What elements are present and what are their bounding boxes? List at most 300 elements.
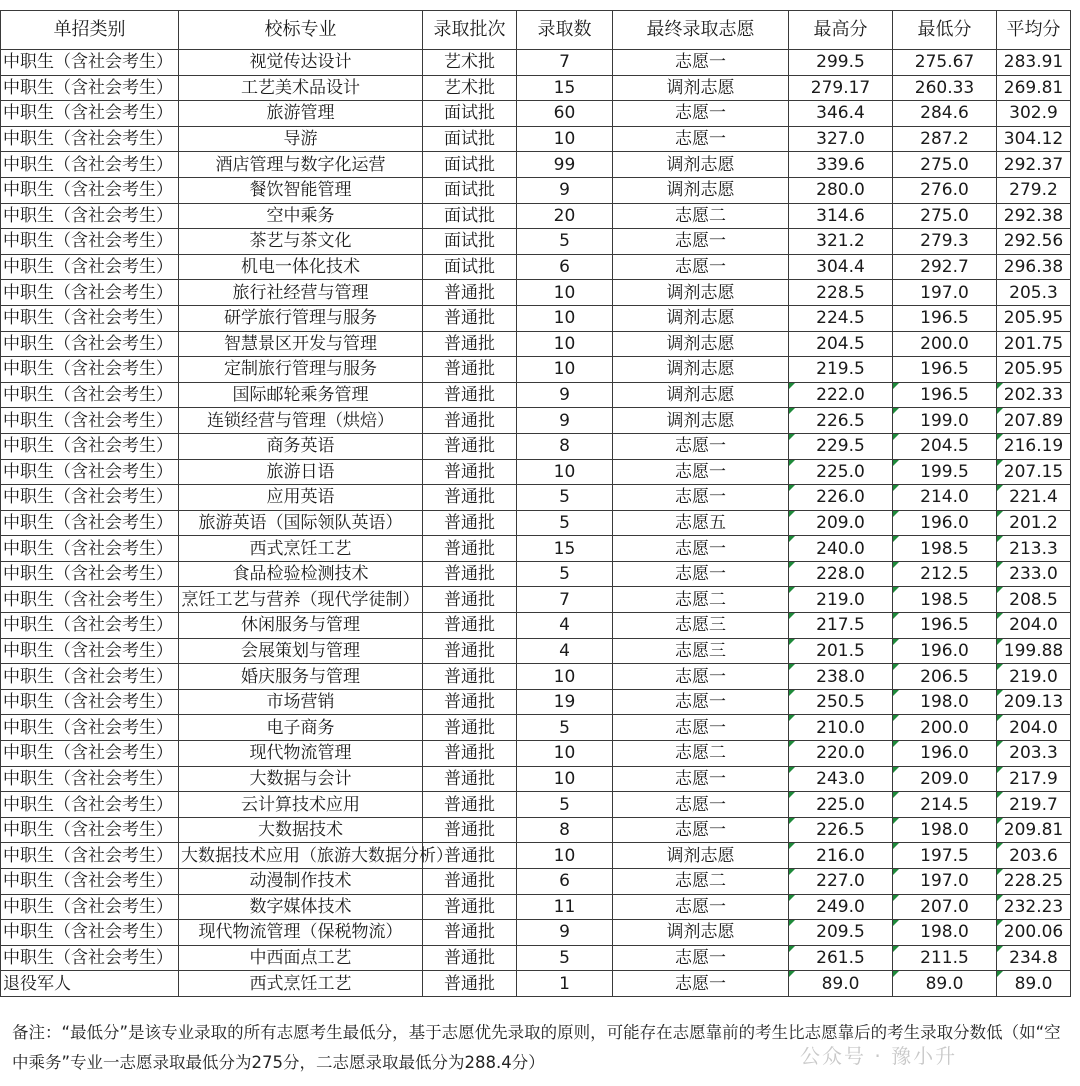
batch-cell: 艺术批 xyxy=(423,75,517,101)
max-score-cell: 227.0 xyxy=(789,869,893,895)
avg-score-cell: 213.3 xyxy=(997,536,1071,562)
avg-score-cell: 207.15 xyxy=(997,459,1071,485)
category-cell: 中职生（含社会考生） xyxy=(1,280,179,306)
table-row xyxy=(1,664,1071,690)
max-score-cell: 209.5 xyxy=(789,920,893,946)
count-cell: 9 xyxy=(517,920,613,946)
major-cell: 市场营销 xyxy=(179,689,423,715)
final-choice-cell: 志愿一 xyxy=(613,792,789,818)
category-cell: 中职生（含社会考生） xyxy=(1,766,179,792)
min-score-cell: 284.6 xyxy=(893,101,997,127)
avg-score-cell: 208.5 xyxy=(997,587,1071,613)
category-cell: 中职生（含社会考生） xyxy=(1,510,179,536)
avg-score-cell: 302.9 xyxy=(997,101,1071,127)
category-cell: 中职生（含社会考生） xyxy=(1,485,179,511)
batch-cell: 普通批 xyxy=(423,587,517,613)
table-row xyxy=(1,536,1071,562)
min-score-cell: 275.0 xyxy=(893,152,997,178)
min-score-cell: 276.0 xyxy=(893,177,997,203)
count-cell: 5 xyxy=(517,485,613,511)
max-score-cell: 219.0 xyxy=(789,587,893,613)
avg-score-cell: 283.91 xyxy=(997,50,1071,76)
min-score-cell: 196.0 xyxy=(893,638,997,664)
max-score-cell: 339.6 xyxy=(789,152,893,178)
avg-score-cell: 292.56 xyxy=(997,229,1071,255)
min-score-cell: 279.3 xyxy=(893,229,997,255)
min-score-cell: 198.0 xyxy=(893,920,997,946)
avg-score-cell: 204.0 xyxy=(997,715,1071,741)
final-choice-cell: 志愿一 xyxy=(613,817,789,843)
final-choice-cell: 调剂志愿 xyxy=(613,305,789,331)
footnote: 备注：“最低分”是该专业录取的所有志愿考生最低分，基于志愿优先录取的原则，可能存在志愿靠前的考生比志愿靠后的考生录取分数低（如“空中乘务”专业一志愿录取最低分为275分，二志愿录取最低分为288.4分） xyxy=(12,1023,1061,1072)
min-score-cell: 199.5 xyxy=(893,459,997,485)
batch-cell: 面试批 xyxy=(423,126,517,152)
category-cell: 中职生（含社会考生） xyxy=(1,536,179,562)
count-cell: 5 xyxy=(517,561,613,587)
header-category: 单招类别 xyxy=(1,11,179,50)
avg-score-cell: 269.81 xyxy=(997,75,1071,101)
table-row xyxy=(1,792,1071,818)
max-score-cell: 222.0 xyxy=(789,382,893,408)
final-choice-cell: 志愿二 xyxy=(613,741,789,767)
min-score-cell: 292.7 xyxy=(893,254,997,280)
table-row xyxy=(1,357,1071,383)
table-row xyxy=(1,638,1071,664)
max-score-cell: 299.5 xyxy=(789,50,893,76)
count-cell: 9 xyxy=(517,177,613,203)
final-choice-cell: 调剂志愿 xyxy=(613,408,789,434)
batch-cell: 普通批 xyxy=(423,408,517,434)
count-cell: 5 xyxy=(517,229,613,255)
final-choice-cell: 调剂志愿 xyxy=(613,843,789,869)
count-cell: 6 xyxy=(517,869,613,895)
category-cell: 中职生（含社会考生） xyxy=(1,254,179,280)
admission-table xyxy=(0,10,1071,997)
category-cell: 退役军人 xyxy=(1,971,179,997)
final-choice-cell: 志愿一 xyxy=(613,485,789,511)
header-batch: 录取批次 xyxy=(423,11,517,50)
header-count: 录取数 xyxy=(517,11,613,50)
count-cell: 10 xyxy=(517,459,613,485)
avg-score-cell: 234.8 xyxy=(997,945,1071,971)
batch-cell: 面试批 xyxy=(423,152,517,178)
table-row xyxy=(1,408,1071,434)
major-cell: 中西面点工艺 xyxy=(179,945,423,971)
avg-score-cell: 203.6 xyxy=(997,843,1071,869)
table-row xyxy=(1,280,1071,306)
batch-cell: 普通批 xyxy=(423,843,517,869)
table-row xyxy=(1,869,1071,895)
max-score-cell: 250.5 xyxy=(789,689,893,715)
category-cell: 中职生（含社会考生） xyxy=(1,50,179,76)
avg-score-cell: 209.81 xyxy=(997,817,1071,843)
min-score-cell: 196.0 xyxy=(893,510,997,536)
major-cell: 视觉传达设计 xyxy=(179,50,423,76)
count-cell: 20 xyxy=(517,203,613,229)
batch-cell: 普通批 xyxy=(423,817,517,843)
category-cell: 中职生（含社会考生） xyxy=(1,741,179,767)
major-cell: 西式烹饪工艺 xyxy=(179,971,423,997)
final-choice-cell: 志愿一 xyxy=(613,715,789,741)
category-cell: 中职生（含社会考生） xyxy=(1,305,179,331)
major-cell: 旅游英语（国际领队英语） xyxy=(179,510,423,536)
table-body xyxy=(1,50,1071,997)
batch-cell: 普通批 xyxy=(423,459,517,485)
avg-score-cell: 201.75 xyxy=(997,331,1071,357)
header-avg-score: 平均分 xyxy=(997,11,1071,50)
batch-cell: 普通批 xyxy=(423,536,517,562)
table-row xyxy=(1,459,1071,485)
avg-score-cell: 232.23 xyxy=(997,894,1071,920)
table-row xyxy=(1,126,1071,152)
header-max-score: 最高分 xyxy=(789,11,893,50)
table-row xyxy=(1,433,1071,459)
major-cell: 导游 xyxy=(179,126,423,152)
final-choice-cell: 志愿二 xyxy=(613,869,789,895)
avg-score-cell: 296.38 xyxy=(997,254,1071,280)
final-choice-cell: 调剂志愿 xyxy=(613,177,789,203)
final-choice-cell: 调剂志愿 xyxy=(613,382,789,408)
category-cell: 中职生（含社会考生） xyxy=(1,101,179,127)
major-cell: 数字媒体技术 xyxy=(179,894,423,920)
table-row xyxy=(1,587,1071,613)
major-cell: 空中乘务 xyxy=(179,203,423,229)
category-cell: 中职生（含社会考生） xyxy=(1,869,179,895)
final-choice-cell: 志愿一 xyxy=(613,459,789,485)
table-row xyxy=(1,715,1071,741)
avg-score-cell: 219.0 xyxy=(997,664,1071,690)
final-choice-cell: 调剂志愿 xyxy=(613,280,789,306)
major-cell: 云计算技术应用 xyxy=(179,792,423,818)
final-choice-cell: 调剂志愿 xyxy=(613,152,789,178)
table-row xyxy=(1,382,1071,408)
count-cell: 15 xyxy=(517,75,613,101)
category-cell: 中职生（含社会考生） xyxy=(1,229,179,255)
avg-score-cell: 203.3 xyxy=(997,741,1071,767)
final-choice-cell: 志愿一 xyxy=(613,766,789,792)
category-cell: 中职生（含社会考生） xyxy=(1,126,179,152)
category-cell: 中职生（含社会考生） xyxy=(1,177,179,203)
min-score-cell: 196.5 xyxy=(893,357,997,383)
count-cell: 7 xyxy=(517,587,613,613)
max-score-cell: 224.5 xyxy=(789,305,893,331)
batch-cell: 普通批 xyxy=(423,433,517,459)
avg-score-cell: 217.9 xyxy=(997,766,1071,792)
major-cell: 茶艺与茶文化 xyxy=(179,229,423,255)
count-cell: 10 xyxy=(517,766,613,792)
final-choice-cell: 志愿三 xyxy=(613,638,789,664)
min-score-cell: 212.5 xyxy=(893,561,997,587)
count-cell: 15 xyxy=(517,536,613,562)
avg-score-cell: 209.13 xyxy=(997,689,1071,715)
category-cell: 中职生（含社会考生） xyxy=(1,357,179,383)
table-row xyxy=(1,766,1071,792)
max-score-cell: 201.5 xyxy=(789,638,893,664)
batch-cell: 普通批 xyxy=(423,638,517,664)
batch-cell: 普通批 xyxy=(423,280,517,306)
table-row xyxy=(1,50,1071,76)
final-choice-cell: 志愿三 xyxy=(613,613,789,639)
category-cell: 中职生（含社会考生） xyxy=(1,408,179,434)
max-score-cell: 327.0 xyxy=(789,126,893,152)
table-header-row xyxy=(1,11,1071,50)
batch-cell: 面试批 xyxy=(423,177,517,203)
category-cell: 中职生（含社会考生） xyxy=(1,817,179,843)
category-cell: 中职生（含社会考生） xyxy=(1,792,179,818)
min-score-cell: 198.0 xyxy=(893,817,997,843)
min-score-cell: 197.0 xyxy=(893,280,997,306)
batch-cell: 普通批 xyxy=(423,945,517,971)
header-final-choice: 最终录取志愿 xyxy=(613,11,789,50)
max-score-cell: 229.5 xyxy=(789,433,893,459)
avg-score-cell: 292.38 xyxy=(997,203,1071,229)
major-cell: 现代物流管理 xyxy=(179,741,423,767)
count-cell: 11 xyxy=(517,894,613,920)
table-row xyxy=(1,254,1071,280)
batch-cell: 普通批 xyxy=(423,664,517,690)
final-choice-cell: 调剂志愿 xyxy=(613,920,789,946)
min-score-cell: 211.5 xyxy=(893,945,997,971)
final-choice-cell: 志愿一 xyxy=(613,229,789,255)
batch-cell: 普通批 xyxy=(423,561,517,587)
final-choice-cell: 调剂志愿 xyxy=(613,75,789,101)
max-score-cell: 238.0 xyxy=(789,664,893,690)
table-row xyxy=(1,971,1071,997)
avg-score-cell: 219.7 xyxy=(997,792,1071,818)
avg-score-cell: 202.33 xyxy=(997,382,1071,408)
batch-cell: 面试批 xyxy=(423,254,517,280)
avg-score-cell: 233.0 xyxy=(997,561,1071,587)
min-score-cell: 196.0 xyxy=(893,741,997,767)
min-score-cell: 197.5 xyxy=(893,843,997,869)
table-row xyxy=(1,561,1071,587)
batch-cell: 普通批 xyxy=(423,741,517,767)
count-cell: 10 xyxy=(517,126,613,152)
table-row xyxy=(1,920,1071,946)
avg-score-cell: 207.89 xyxy=(997,408,1071,434)
batch-cell: 普通批 xyxy=(423,715,517,741)
major-cell: 现代物流管理（保税物流） xyxy=(179,920,423,946)
major-cell: 工艺美术品设计 xyxy=(179,75,423,101)
max-score-cell: 346.4 xyxy=(789,101,893,127)
final-choice-cell: 志愿一 xyxy=(613,101,789,127)
major-cell: 餐饮智能管理 xyxy=(179,177,423,203)
major-cell: 电子商务 xyxy=(179,715,423,741)
count-cell: 7 xyxy=(517,50,613,76)
major-cell: 大数据技术 xyxy=(179,817,423,843)
table-row xyxy=(1,741,1071,767)
count-cell: 9 xyxy=(517,408,613,434)
major-cell: 旅游管理 xyxy=(179,101,423,127)
major-cell: 酒店管理与数字化运营 xyxy=(179,152,423,178)
min-score-cell: 287.2 xyxy=(893,126,997,152)
final-choice-cell: 志愿一 xyxy=(613,945,789,971)
max-score-cell: 228.0 xyxy=(789,561,893,587)
category-cell: 中职生（含社会考生） xyxy=(1,331,179,357)
table-row xyxy=(1,613,1071,639)
batch-cell: 面试批 xyxy=(423,203,517,229)
major-cell: 智慧景区开发与管理 xyxy=(179,331,423,357)
avg-score-cell: 199.88 xyxy=(997,638,1071,664)
header-min-score: 最低分 xyxy=(893,11,997,50)
table-row xyxy=(1,152,1071,178)
avg-score-cell: 200.06 xyxy=(997,920,1071,946)
max-score-cell: 279.17 xyxy=(789,75,893,101)
category-cell: 中职生（含社会考生） xyxy=(1,945,179,971)
category-cell: 中职生（含社会考生） xyxy=(1,433,179,459)
min-score-cell: 275.0 xyxy=(893,203,997,229)
batch-cell: 普通批 xyxy=(423,485,517,511)
category-cell: 中职生（含社会考生） xyxy=(1,561,179,587)
max-score-cell: 217.5 xyxy=(789,613,893,639)
count-cell: 6 xyxy=(517,254,613,280)
count-cell: 4 xyxy=(517,638,613,664)
table-row xyxy=(1,689,1071,715)
max-score-cell: 220.0 xyxy=(789,741,893,767)
count-cell: 10 xyxy=(517,357,613,383)
min-score-cell: 197.0 xyxy=(893,869,997,895)
max-score-cell: 226.0 xyxy=(789,485,893,511)
max-score-cell: 249.0 xyxy=(789,894,893,920)
final-choice-cell: 调剂志愿 xyxy=(613,331,789,357)
avg-score-cell: 205.95 xyxy=(997,305,1071,331)
table-row xyxy=(1,817,1071,843)
max-score-cell: 226.5 xyxy=(789,817,893,843)
category-cell: 中职生（含社会考生） xyxy=(1,75,179,101)
batch-cell: 普通批 xyxy=(423,357,517,383)
max-score-cell: 261.5 xyxy=(789,945,893,971)
table-row xyxy=(1,305,1071,331)
final-choice-cell: 志愿一 xyxy=(613,894,789,920)
avg-score-cell: 292.37 xyxy=(997,152,1071,178)
avg-score-cell: 205.95 xyxy=(997,357,1071,383)
max-score-cell: 219.5 xyxy=(789,357,893,383)
final-choice-cell: 志愿一 xyxy=(613,126,789,152)
max-score-cell: 210.0 xyxy=(789,715,893,741)
batch-cell: 普通批 xyxy=(423,766,517,792)
category-cell: 中职生（含社会考生） xyxy=(1,894,179,920)
major-cell: 国际邮轮乘务管理 xyxy=(179,382,423,408)
max-score-cell: 216.0 xyxy=(789,843,893,869)
batch-cell: 普通批 xyxy=(423,792,517,818)
category-cell: 中职生（含社会考生） xyxy=(1,382,179,408)
final-choice-cell: 调剂志愿 xyxy=(613,357,789,383)
category-cell: 中职生（含社会考生） xyxy=(1,459,179,485)
table-row xyxy=(1,894,1071,920)
major-cell: 动漫制作技术 xyxy=(179,869,423,895)
avg-score-cell: 228.25 xyxy=(997,869,1071,895)
major-cell: 应用英语 xyxy=(179,485,423,511)
table-row xyxy=(1,229,1071,255)
category-cell: 中职生（含社会考生） xyxy=(1,203,179,229)
max-score-cell: 226.5 xyxy=(789,408,893,434)
avg-score-cell: 205.3 xyxy=(997,280,1071,306)
count-cell: 8 xyxy=(517,817,613,843)
count-cell: 8 xyxy=(517,433,613,459)
batch-cell: 普通批 xyxy=(423,920,517,946)
avg-score-cell: 221.4 xyxy=(997,485,1071,511)
final-choice-cell: 志愿一 xyxy=(613,50,789,76)
table-row xyxy=(1,101,1071,127)
max-score-cell: 321.2 xyxy=(789,229,893,255)
avg-score-cell: 304.12 xyxy=(997,126,1071,152)
count-cell: 19 xyxy=(517,689,613,715)
min-score-cell: 200.0 xyxy=(893,715,997,741)
major-cell: 会展策划与管理 xyxy=(179,638,423,664)
category-cell: 中职生（含社会考生） xyxy=(1,587,179,613)
table-row xyxy=(1,843,1071,869)
count-cell: 99 xyxy=(517,152,613,178)
table-row xyxy=(1,177,1071,203)
count-cell: 5 xyxy=(517,792,613,818)
table-row xyxy=(1,203,1071,229)
count-cell: 10 xyxy=(517,305,613,331)
batch-cell: 普通批 xyxy=(423,869,517,895)
category-cell: 中职生（含社会考生） xyxy=(1,843,179,869)
avg-score-cell: 89.0 xyxy=(997,971,1071,997)
max-score-cell: 304.4 xyxy=(789,254,893,280)
major-cell: 旅行社经营与管理 xyxy=(179,280,423,306)
batch-cell: 普通批 xyxy=(423,894,517,920)
min-score-cell: 207.0 xyxy=(893,894,997,920)
batch-cell: 普通批 xyxy=(423,689,517,715)
category-cell: 中职生（含社会考生） xyxy=(1,715,179,741)
batch-cell: 普通批 xyxy=(423,510,517,536)
table-row xyxy=(1,485,1071,511)
category-cell: 中职生（含社会考生） xyxy=(1,638,179,664)
final-choice-cell: 志愿一 xyxy=(613,536,789,562)
major-cell: 休闲服务与管理 xyxy=(179,613,423,639)
major-cell: 婚庆服务与管理 xyxy=(179,664,423,690)
final-choice-cell: 志愿一 xyxy=(613,971,789,997)
batch-cell: 面试批 xyxy=(423,229,517,255)
avg-score-cell: 201.2 xyxy=(997,510,1071,536)
batch-cell: 普通批 xyxy=(423,331,517,357)
final-choice-cell: 志愿二 xyxy=(613,587,789,613)
final-choice-cell: 志愿五 xyxy=(613,510,789,536)
final-choice-cell: 志愿一 xyxy=(613,561,789,587)
min-score-cell: 199.0 xyxy=(893,408,997,434)
count-cell: 9 xyxy=(517,382,613,408)
table-row xyxy=(1,945,1071,971)
min-score-cell: 89.0 xyxy=(893,971,997,997)
final-choice-cell: 志愿二 xyxy=(613,203,789,229)
count-cell: 10 xyxy=(517,280,613,306)
max-score-cell: 240.0 xyxy=(789,536,893,562)
max-score-cell: 204.5 xyxy=(789,331,893,357)
category-cell: 中职生（含社会考生） xyxy=(1,613,179,639)
batch-cell: 普通批 xyxy=(423,613,517,639)
max-score-cell: 280.0 xyxy=(789,177,893,203)
max-score-cell: 209.0 xyxy=(789,510,893,536)
major-cell: 商务英语 xyxy=(179,433,423,459)
major-cell: 连锁经营与管理（烘焙） xyxy=(179,408,423,434)
min-score-cell: 206.5 xyxy=(893,664,997,690)
batch-cell: 艺术批 xyxy=(423,50,517,76)
count-cell: 5 xyxy=(517,945,613,971)
count-cell: 1 xyxy=(517,971,613,997)
category-cell: 中职生（含社会考生） xyxy=(1,920,179,946)
min-score-cell: 196.5 xyxy=(893,382,997,408)
batch-cell: 普通批 xyxy=(423,305,517,331)
min-score-cell: 200.0 xyxy=(893,331,997,357)
count-cell: 5 xyxy=(517,510,613,536)
count-cell: 60 xyxy=(517,101,613,127)
final-choice-cell: 志愿一 xyxy=(613,254,789,280)
major-cell: 机电一体化技术 xyxy=(179,254,423,280)
count-cell: 10 xyxy=(517,741,613,767)
avg-score-cell: 279.2 xyxy=(997,177,1071,203)
